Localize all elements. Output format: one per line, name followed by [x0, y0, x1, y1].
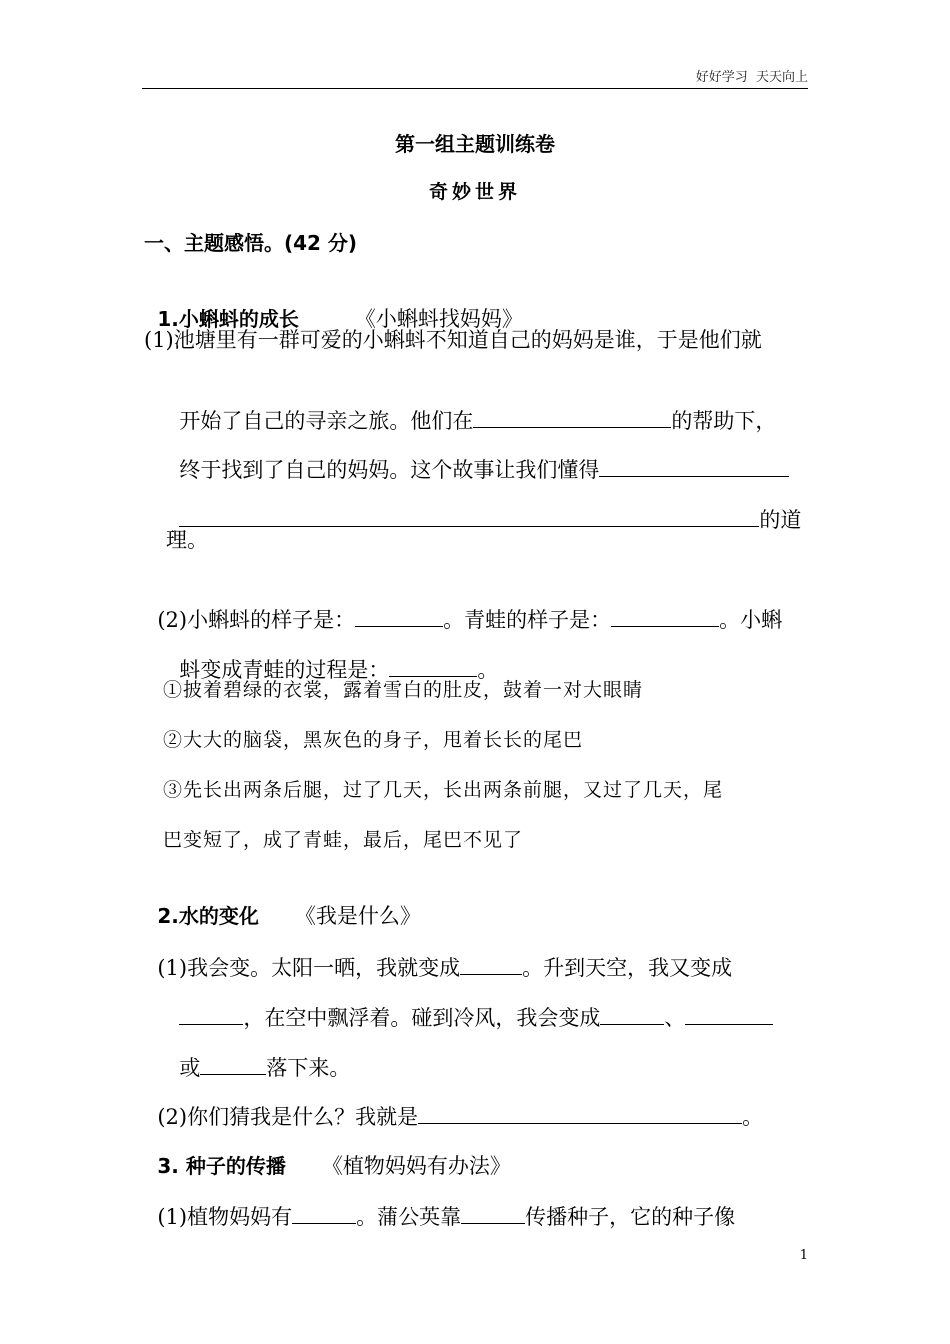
q1-p1-line1: (1)池塘里有一群可爱的小蝌蚪不知道自己的妈妈是谁，于是他们就 — [144, 328, 762, 352]
q3-p1-line1 — [144, 1173, 735, 1231]
answer-blank[interactable] — [179, 504, 759, 527]
text: (2)小蝌蚪的样子是： — [157, 608, 356, 632]
section-heading: 一、主题感悟。(42 分) — [144, 231, 358, 255]
q1-p1-line5: 理。 — [166, 528, 208, 552]
q1-p1-line4 — [166, 476, 801, 534]
answer-blank[interactable] — [418, 1101, 742, 1124]
question-source: 《植物妈妈有办法》 — [321, 1154, 511, 1178]
answer-blank[interactable] — [200, 1052, 266, 1075]
answer-blank[interactable] — [473, 405, 671, 428]
answer-blank[interactable] — [685, 1002, 773, 1025]
text: 。 — [742, 1105, 764, 1129]
answer-blank[interactable] — [599, 454, 789, 477]
text: 传播种子，它的种子像 — [525, 1205, 736, 1229]
question-title: 3. 种子的传播 — [157, 1154, 286, 1178]
question-source: 《小蝌蚪找妈妈》 — [354, 307, 523, 331]
question-heading-1 — [144, 277, 523, 333]
question-heading-2 — [144, 874, 421, 930]
header-motto: 好好学习 天天向上 — [695, 70, 808, 85]
text: 的道 — [759, 508, 802, 532]
text: 。升到天空，我又变成 — [522, 956, 733, 980]
page-title: 第一组主题训练卷 — [395, 132, 555, 156]
answer-blank[interactable] — [179, 1002, 243, 1025]
text: 、 — [664, 1006, 686, 1030]
question-source: 《我是什么》 — [294, 904, 421, 928]
page-number: 1 — [799, 1248, 808, 1263]
text: (1)植物妈妈有 — [157, 1205, 293, 1229]
question-title: 2.水的变化 — [157, 904, 259, 928]
answer-blank[interactable] — [460, 952, 522, 975]
text: 落下来。 — [266, 1056, 351, 1080]
text: 。青蛙的样子是： — [443, 608, 612, 632]
header-divider — [142, 88, 808, 89]
text: (2)你们猜我是什么？我就是 — [157, 1105, 419, 1129]
text: 。 — [477, 658, 499, 682]
text: 或 — [179, 1056, 201, 1080]
option-2: ②大大的脑袋，黑灰色的身子，甩着长长的尾巴 — [163, 729, 584, 751]
text: (1)我会变。太阳一晒，我就变成 — [157, 956, 461, 980]
answer-blank[interactable] — [611, 604, 719, 627]
option-1: ①披着碧绿的衣裳，露着雪白的肚皮，鼓着一对大眼睛 — [163, 679, 644, 701]
text: 。小蝌 — [719, 608, 783, 632]
text: 开始了自己的寻亲之旅。他们在 — [179, 409, 474, 433]
text: 。蒲公英靠 — [356, 1205, 462, 1229]
answer-blank[interactable] — [292, 1201, 356, 1224]
text: ，在空中飘浮着。碰到冷风，我会变成 — [243, 1006, 601, 1030]
text: 终于找到了自己的妈妈。这个故事让我们懂得 — [179, 458, 600, 482]
text: 蚪变成青蛙的过程是： — [179, 658, 390, 682]
question-heading-3 — [144, 1124, 511, 1180]
answer-blank[interactable] — [600, 1002, 664, 1025]
answer-blank[interactable] — [355, 604, 443, 627]
answer-blank[interactable] — [389, 654, 477, 677]
answer-blank[interactable] — [461, 1201, 525, 1224]
text: 的帮助下， — [671, 409, 777, 433]
page-subtitle: 奇妙世界 — [428, 181, 521, 203]
q2-p2-line1 — [144, 1073, 763, 1131]
question-title: 1.小蝌蚪的成长 — [157, 307, 299, 331]
option-3: ③先长出两条后腿，过了几天，长出两条前腿，又过了几天，尾 — [163, 779, 724, 801]
option-3-continued: 巴变短了，成了青蛙，最后，尾巴不见了 — [163, 829, 524, 851]
